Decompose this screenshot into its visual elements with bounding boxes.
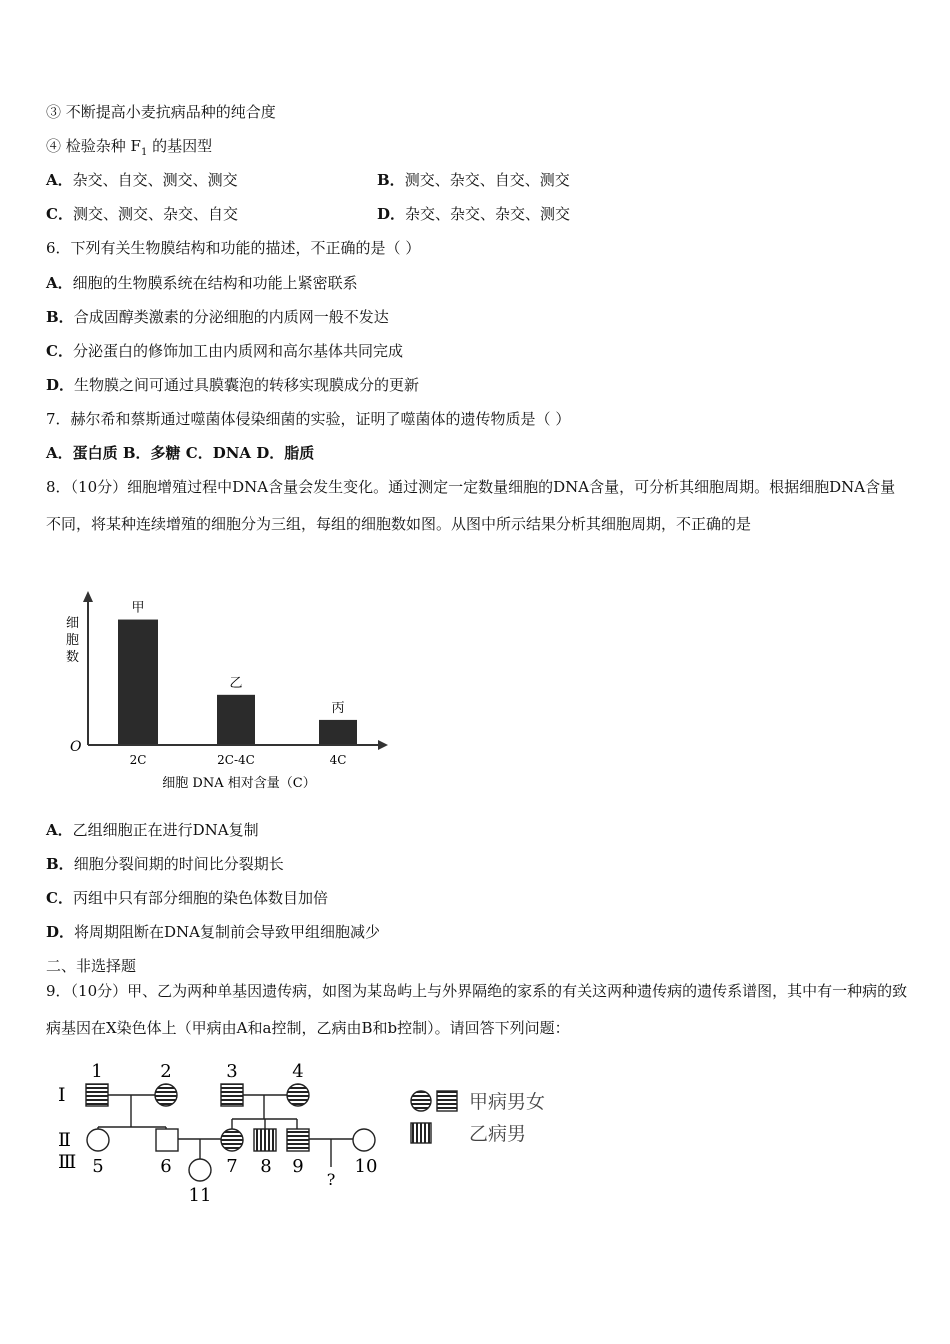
q6-option-b[interactable]: [46, 307, 389, 327]
individual-6: [156, 1129, 178, 1151]
individual-2: [155, 1084, 177, 1106]
q6-option-d[interactable]: [46, 375, 419, 395]
q6-option-a-text: 细胞的生物膜系统在结构和功能上紧密联系: [72, 274, 358, 292]
q7-options: A．蛋白质 B．多糖 C．DNA D．脂质: [46, 444, 315, 462]
q6-option-a-label: A．: [46, 274, 73, 292]
generation-label-1: Ⅰ: [58, 1084, 66, 1106]
y-axis-label: [66, 616, 79, 665]
q5-option-c[interactable]: [46, 204, 238, 224]
q6-option-d-text: 生物膜之间可通过具膜囊泡的转移实现膜成分的更新: [74, 376, 420, 394]
q5-option-c-label: C．: [46, 205, 73, 223]
y-axis-arrow: [83, 591, 93, 602]
q8-stem: 8．（10分）细胞增殖过程中DNA含量会发生变化。通过测定一定数量细胞的DNA含量，可分析其细胞周期。根据细胞DNA含量不同，将某种连续增殖的细胞分为三组，每组的细胞数如图。从图中所示结果分析其细胞周期，不正确的是: [46, 478, 896, 533]
bar-2C: [118, 620, 158, 745]
q8-option-c-text: 丙组中只有部分细胞的染色体数目加倍: [72, 889, 328, 907]
num-label-1: 1: [91, 1061, 103, 1082]
x-axis-arrow: [378, 740, 388, 750]
q8-option-d-text: 将周期阻断在DNA复制前会导致甲组细胞减少: [74, 923, 381, 941]
individual-11: [189, 1159, 211, 1181]
q6-option-b-text: 合成固醇类激素的分泌细胞的内质网一般不发达: [73, 308, 389, 326]
y-axis-label-char: 胞: [66, 633, 80, 648]
individual-8: [254, 1129, 276, 1151]
q6-option-a[interactable]: [46, 273, 358, 293]
q6-stem: 6．下列有关生物膜结构和功能的描述，不正确的是（ ）: [46, 239, 421, 257]
unknown-child-label: ?: [326, 1170, 336, 1189]
num-label-6: 6: [160, 1156, 172, 1177]
item-4-sub: 1: [140, 147, 148, 158]
q6-option-c-label: C．: [46, 342, 73, 360]
x-tick-label-1: 2C: [129, 753, 147, 767]
bar-group-label-2: 乙: [229, 675, 243, 691]
individual-4: [287, 1084, 309, 1106]
x-axis-label: 细胞 DNA 相对含量（C）: [162, 776, 316, 791]
individual-1: [86, 1084, 108, 1106]
q5-option-a-label: A．: [46, 171, 73, 189]
q5-option-d-text: 杂交、杂交、杂交、测交: [405, 205, 571, 223]
individual-10: [353, 1129, 375, 1151]
q8-option-d-label: D．: [46, 923, 75, 941]
num-label-11: 11: [188, 1185, 212, 1205]
item-4-pre: ④ 检验杂种 F: [46, 137, 141, 155]
individual-3: [221, 1084, 243, 1106]
item-4-post: 的基因型: [147, 137, 213, 155]
legend-yi-label: 乙病男: [469, 1123, 527, 1145]
q8-option-a[interactable]: [46, 820, 259, 840]
q5-option-c-text: 测交、测交、杂交、自交: [72, 205, 238, 223]
q8-option-d[interactable]: [46, 922, 380, 942]
origin-label: O: [70, 739, 82, 755]
x-tick-label-2: 2C-4C: [217, 753, 255, 767]
q5-option-b-label: B．: [377, 171, 405, 189]
y-axis-label-char: 细: [66, 616, 80, 631]
item-3: ③ 不断提高小麦抗病品种的纯合度: [46, 103, 276, 121]
bar-2C-4C: [217, 695, 255, 745]
q6-option-c-text: 分泌蛋白的修饰加工由内质网和高尔基体共同完成: [72, 342, 403, 360]
q8-option-b[interactable]: [46, 854, 284, 874]
pedigree-chart: [44, 1055, 574, 1205]
q5-option-b-text: 测交、杂交、自交、测交: [404, 171, 570, 189]
legend-jia-label: 甲病男女: [469, 1091, 546, 1113]
q7-stem: 7．赫尔希和蔡斯通过噬菌体侵染细菌的实验，证明了噬菌体的遗传物质是（ ）: [46, 410, 571, 428]
x-tick-label-3: 4C: [329, 753, 347, 767]
legend-jia-female-icon: [411, 1091, 431, 1111]
q8-option-a-text: 乙组细胞正在进行DNA复制: [72, 821, 259, 839]
generation-label-2: Ⅱ: [58, 1129, 71, 1151]
num-label-7: 7: [226, 1156, 238, 1177]
num-label-5: 5: [92, 1156, 104, 1177]
q9-stem: 9．（10分）甲、乙为两种单基因遗传病，如图为某岛屿上与外界隔绝的家系的有关这两种遗传病的遗传系谱图，其中有一种病的致病基因在X染色体上（甲病由A和a控制，乙病由B和b控制）。请回答下列问题：: [46, 982, 908, 1037]
num-label-3: 3: [226, 1061, 238, 1082]
y-axis-label-char: 数: [66, 650, 80, 665]
legend-yi-male-icon: [411, 1123, 431, 1143]
q8-option-a-label: A．: [46, 821, 73, 839]
generation-label-3: Ⅲ: [58, 1151, 77, 1173]
individual-5: [87, 1129, 109, 1151]
q6-option-b-label: B．: [46, 308, 74, 326]
q6-option-c[interactable]: [46, 341, 403, 361]
q6-option-d-label: D．: [46, 376, 75, 394]
num-label-9: 9: [292, 1156, 304, 1177]
num-label-10: 10: [354, 1156, 378, 1177]
q8-option-c[interactable]: [46, 888, 328, 908]
item-4: [46, 136, 212, 163]
bar-4C: [319, 720, 357, 745]
q5-option-a-text: 杂交、自交、测交、测交: [72, 171, 238, 189]
num-label-8: 8: [260, 1156, 272, 1177]
q5-option-d-label: D．: [377, 205, 406, 223]
num-label-2: 2: [160, 1061, 172, 1082]
legend-jia-male-icon: [437, 1091, 457, 1111]
dna-content-bar-chart: [44, 583, 396, 795]
individual-9: [287, 1129, 309, 1151]
section-heading: 二、非选择题: [46, 957, 137, 975]
individual-7: [221, 1129, 243, 1151]
q8-option-c-label: C．: [46, 889, 73, 907]
q5-option-d[interactable]: [377, 204, 570, 224]
bar-group-label-3: 丙: [331, 700, 345, 716]
bars-layer: [118, 601, 357, 767]
q5-option-a[interactable]: [46, 170, 238, 190]
q8-option-b-label: B．: [46, 855, 74, 873]
q5-option-b[interactable]: [377, 170, 570, 190]
bar-group-label-1: 甲: [131, 600, 145, 616]
num-label-4: 4: [292, 1061, 304, 1082]
q8-option-b-text: 细胞分裂间期的时间比分裂期长: [73, 855, 284, 873]
